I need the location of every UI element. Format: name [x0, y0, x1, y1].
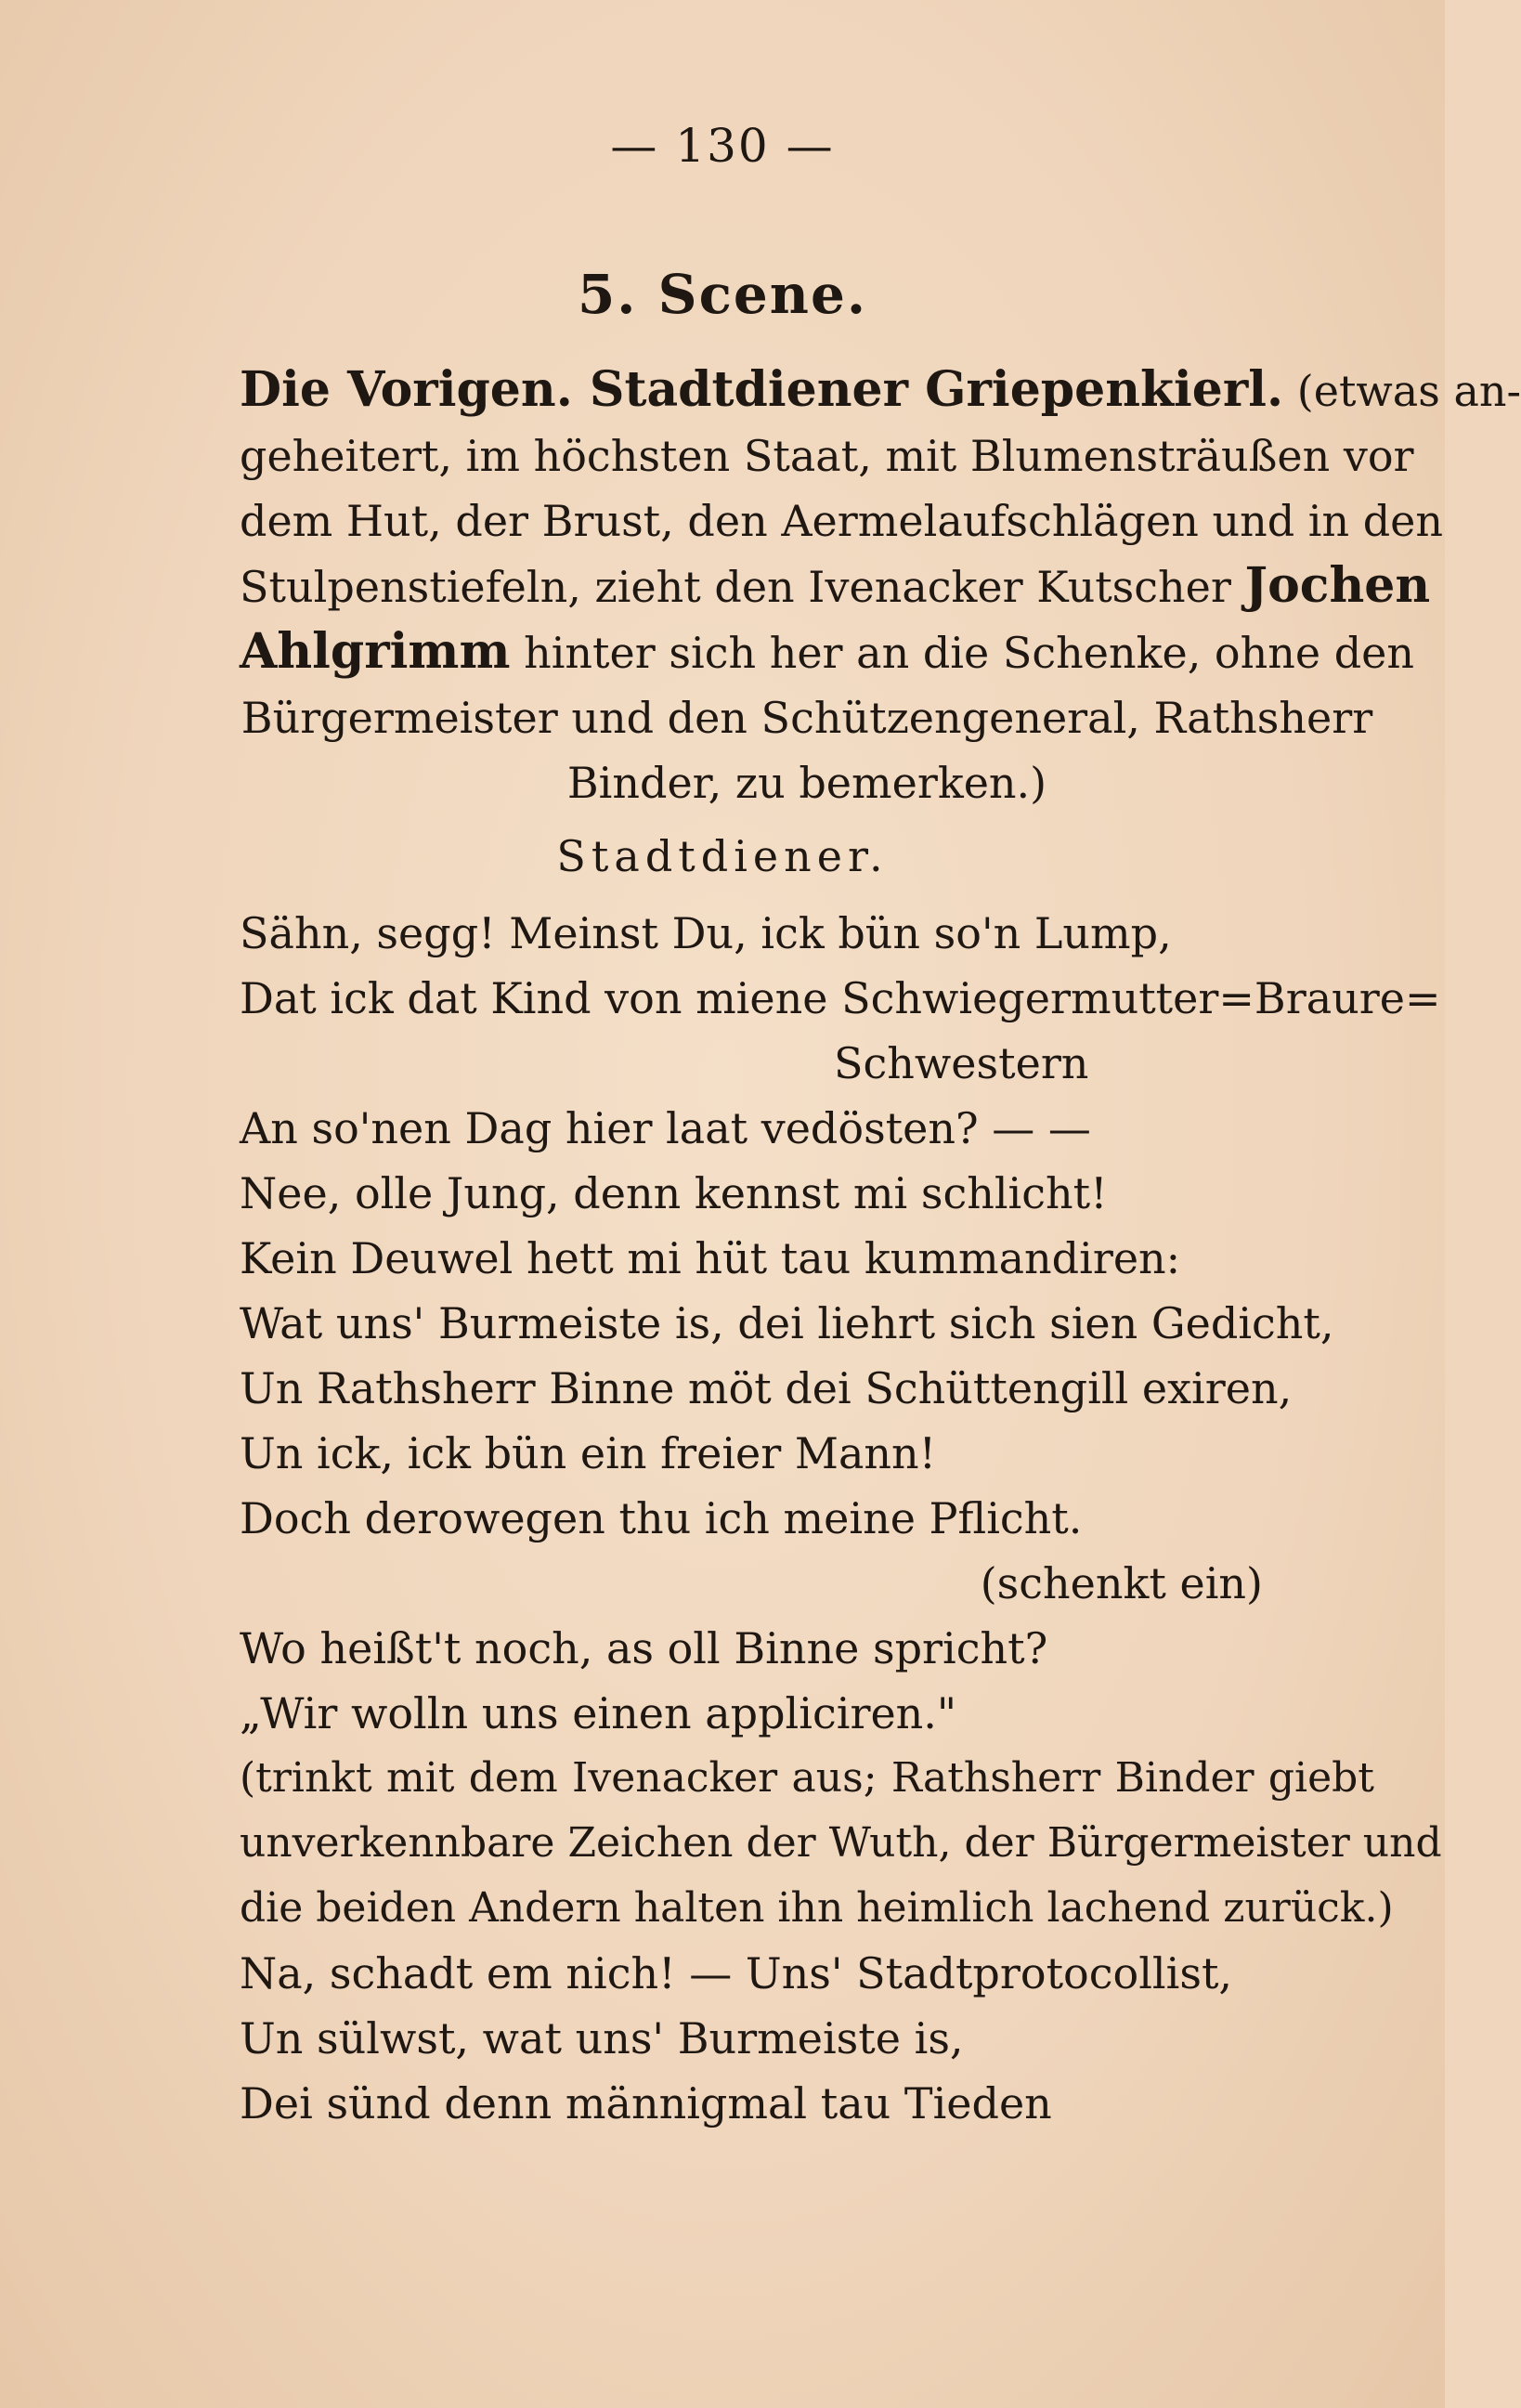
verse-line: Nee, olle Jung, denn kennst mi schlicht! [240, 1168, 1108, 1218]
stage-direction-line-5 [240, 619, 1415, 685]
verse-line: Un Rathsherr Binne möt dei Schüttengill exiren, [240, 1363, 1293, 1413]
stage-direction-line-3: dem Hut, der Brust, den Aermelaufschlägen und in den [240, 496, 1444, 546]
stage-direction-line-4 [240, 553, 1431, 619]
verse-line: An so'nen Dag hier laat vedösten? — — [240, 1103, 1091, 1153]
page-number: — 130 — [610, 119, 835, 173]
scene-title: 5. Scene. [577, 263, 868, 326]
verse-line: Na, schadt em nich! — Uns' Stadtprotocollist, [240, 1948, 1233, 1998]
verse-line: Un sülwst, wat uns' Burmeiste is, [240, 2013, 964, 2063]
stage-direction-line-1 [240, 358, 1521, 423]
verse-line: „Wir wolln uns einen appliciren." [240, 1688, 957, 1738]
stage-direction [240, 358, 1521, 815]
verse-line: Sähn, segg! Meinst Du, ick bün so'n Lump, [240, 908, 1172, 958]
verse-line: Wo heißt't noch, as oll Binne spricht? [240, 1623, 1048, 1673]
verse-line: Wat uns' Burmeiste is, dei liehrt sich sien Gedicht, [240, 1298, 1334, 1348]
stage-direction-line-6: Bürgermeister und den Schützengeneral, Rathsherr [240, 693, 1373, 743]
character-name-ahlgrimm: Ahlgrimm [240, 623, 511, 680]
verse-block [240, 901, 1442, 2136]
verse-line: Dei sünd denn männigmal tau Tieden [240, 2078, 1052, 2128]
stage-text: hinter sich her an die Schenke, ohne den [524, 628, 1415, 678]
stage-text: Stulpenstiefeln, zieht den Ivenacker Kutscher [240, 562, 1231, 612]
verse-line: Doch derowegen thu ich meine Pflicht. [240, 1493, 1083, 1543]
stage-direction-inline: (trinkt mit dem Ivenacker aus; Rathsherr Binder giebt [240, 1754, 1374, 1802]
verse-line-continuation: Schwestern [834, 1038, 1089, 1088]
character-name-jochen: Jochen [1244, 557, 1431, 614]
verse-line: Un ick, ick bün ein freier Mann! [240, 1428, 937, 1478]
stage-text: (etwas an- [1296, 366, 1521, 416]
stage-direction-inline: unverkennbare Zeichen der Wuth, der Bürgermeister und [240, 1819, 1442, 1867]
stage-direction-line-7: Binder, zu bemerken.) [566, 758, 1047, 808]
verse-line: Kein Deuwel hett mi hüt tau kummandiren: [240, 1233, 1181, 1283]
character-names: Die Vorigen. Stadtdiener Griepenkierl. [240, 361, 1284, 418]
stage-aside: (schenkt ein) [980, 1558, 1263, 1608]
stage-direction-inline: die beiden Andern halten ihn heimlich lachend zurück.) [240, 1884, 1394, 1932]
stage-direction-line-2: geheitert, im höchsten Staat, mit Blumensträußen vor [240, 431, 1414, 481]
speaker-name: Stadtdiener. [556, 831, 889, 881]
verse-line: Dat ick dat Kind von miene Schwiegermutter=Braure= [240, 973, 1441, 1023]
